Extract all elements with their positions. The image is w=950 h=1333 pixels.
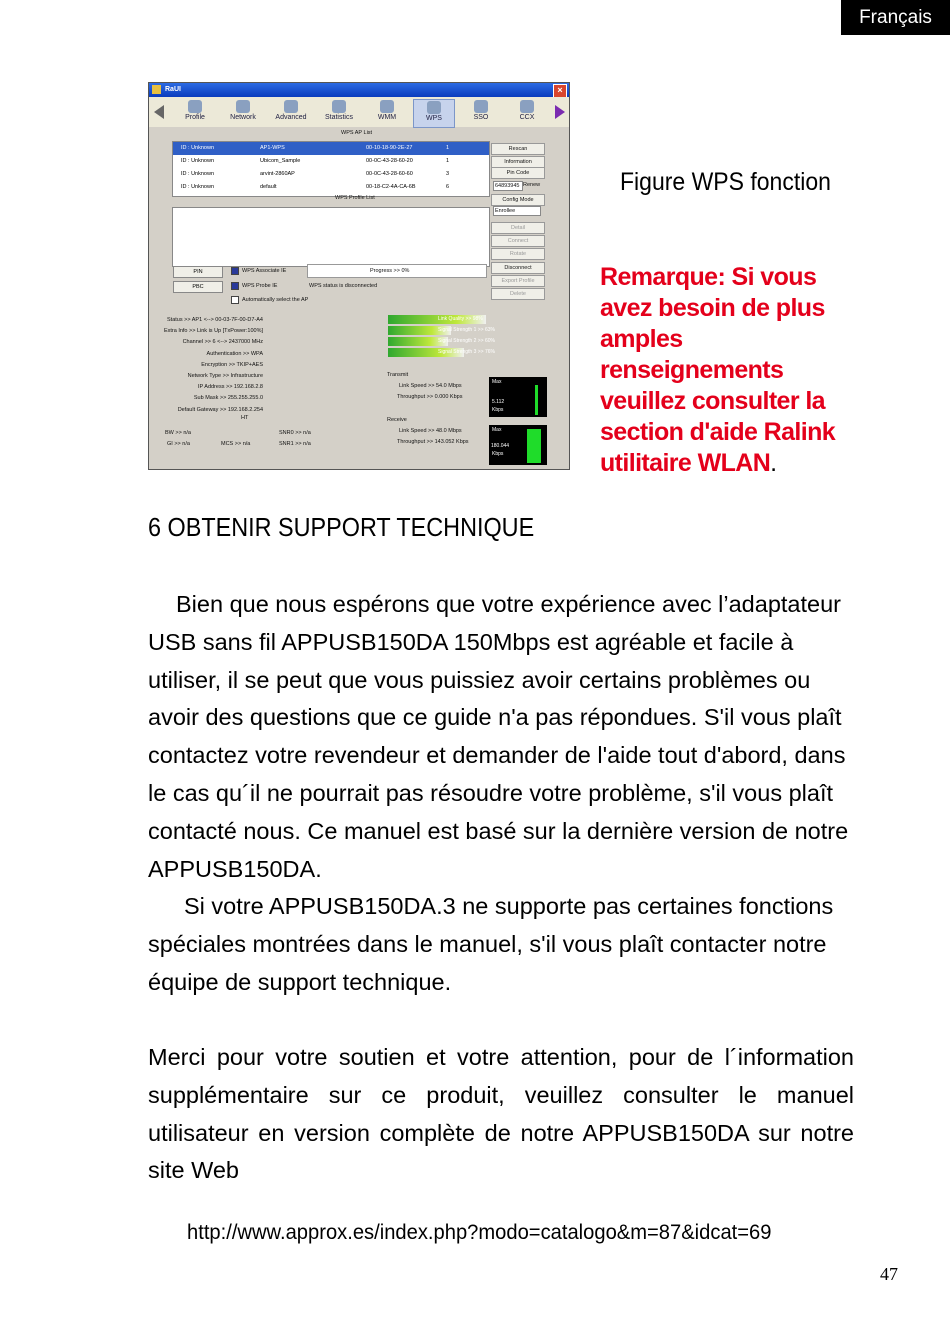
ap-channel: 6 <box>446 184 450 190</box>
graph-trace <box>535 385 538 415</box>
remark-note <box>600 262 862 479</box>
ap-id: ID : Unknown <box>181 145 215 151</box>
graph-trace <box>527 429 541 463</box>
tab-label: Network <box>230 114 256 121</box>
checkbox-label: WPS Associate IE <box>242 268 287 274</box>
status-line: Authentication >> WPA <box>206 350 263 357</box>
mcs-value: MCS >> n/a <box>221 441 251 447</box>
tab-label: Advanced <box>275 114 307 121</box>
ap-mac: 00-0C-43-28-60-20 <box>366 158 413 164</box>
tab-wmm[interactable] <box>367 99 407 126</box>
back-arrow-icon[interactable] <box>154 105 164 119</box>
close-button[interactable]: × <box>553 84 567 98</box>
tab-label: Profile <box>185 114 205 121</box>
wps-associate-ie-checkbox[interactable] <box>231 267 239 275</box>
transmit-label: Transmit <box>387 372 409 378</box>
status-panel <box>159 315 263 416</box>
transmit-graph <box>489 377 547 417</box>
wmm-icon <box>380 100 394 113</box>
sso-icon <box>474 100 488 113</box>
auto-select-ap-checkbox[interactable] <box>231 296 239 304</box>
detail-button[interactable]: Detail <box>491 222 545 234</box>
status-line: Network Type >> Infrastructure <box>187 373 263 380</box>
tab-ccx[interactable] <box>507 99 547 126</box>
paragraph: Merci pour votre soutien et votre attention, pour de l´information supplémentaire sur ce produit, veuillez consulter le manuel utilisateur en version complète de notre APPUSB150DA sur notre site Web <box>148 1044 854 1184</box>
app-titlebar <box>149 83 569 97</box>
language-badge: Français <box>841 0 950 35</box>
link-quality-bar <box>388 315 486 324</box>
bw-value: BW >> n/a <box>165 430 191 436</box>
status-line: IP Address >> 192.168.2.8 <box>197 384 263 391</box>
paragraph: Bien que nous espérons que votre expérience avec l’adaptateur USB sans fil APPUSB150DA 150Mbps est agréable et facile à utiliser, il se peut que vous puissiez avoir certains problèmes ou avoir des questions que ce guide n'a pas répondues. S'il vous plaît contactez votre revendeur et demander de l'aide tout d'abord, dans le cas qu´il ne pourrait pas résoudre votre problème, s'il vous plaît contacté nous. Ce manuel est basé sur la dernière version de notre APPUSB150DA. <box>148 591 849 882</box>
bar-label: Signal Strength 1 >> 63% <box>438 327 495 333</box>
section-heading: 6 OBTENIR SUPPORT TECHNIQUE <box>148 512 535 542</box>
wps-status-text: WPS status is disconnected <box>309 283 378 289</box>
wps-icon <box>427 101 441 114</box>
bar-label: Signal Strength 3 >> 76% <box>438 349 495 355</box>
figure-caption: Figure WPS fonction <box>620 168 831 196</box>
pin-code-button[interactable]: Pin Code <box>491 167 545 179</box>
rescan-button[interactable]: Rescan <box>491 143 545 155</box>
ap-ssid: arvint-2860AP <box>260 171 295 177</box>
config-mode-select[interactable]: Enrollee <box>493 206 541 216</box>
remark-text: Remarque: Si vous avez besoin de plus amples renseignements veuillez consulter la section d'aide Ralink utilitaire WLAN <box>600 263 836 477</box>
export-profile-button[interactable]: Export Profile <box>491 275 545 287</box>
rx-link-speed: Link Speed >> 48.0 Mbps <box>399 428 462 434</box>
ap-mac: 00-18-C2-4A-CA-6B <box>366 184 416 190</box>
signal-strength-3-bar <box>388 348 495 357</box>
rx-throughput: Throughput >> 143.052 Kbps <box>397 439 469 445</box>
remark-period: . <box>770 449 777 477</box>
paragraph: Si votre APPUSB150DA.3 ne supporte pas certaines fonctions spéciales montrées dans le manuel, s'il vous plaît contacter notre équipe de support technique. <box>148 893 834 995</box>
pbc-button[interactable]: PBC <box>173 281 223 293</box>
rotate-button[interactable]: Rotate <box>491 248 545 260</box>
status-line: Default Gateway >> 192.168.2.254 <box>177 406 263 413</box>
bar-label: Signal Strength 2 >> 60% <box>438 338 495 344</box>
ap-row[interactable] <box>173 168 489 181</box>
ap-ssid: Ubicom_Sample <box>260 158 301 164</box>
tab-label: WPS <box>426 115 442 122</box>
disconnect-button[interactable]: Disconnect <box>491 262 545 274</box>
tab-advanced[interactable] <box>271 99 311 126</box>
ap-ssid: AP1-WPS <box>260 145 285 151</box>
tx-link-speed: Link Speed >> 54.0 Mbps <box>399 383 462 389</box>
app-title: RaUI <box>165 86 181 93</box>
delete-button[interactable]: Delete <box>491 288 545 300</box>
tab-label: Statistics <box>324 114 353 121</box>
tx-throughput: Throughput >> 0.000 Kbps <box>397 394 463 400</box>
wps-probe-ie-checkbox[interactable] <box>231 282 239 290</box>
toolbar <box>149 97 569 127</box>
ap-channel: 1 <box>446 145 450 151</box>
ap-row[interactable] <box>173 142 489 155</box>
ap-row[interactable] <box>173 181 489 194</box>
ap-id: ID : Unknown <box>181 171 215 177</box>
tab-label: CCX <box>519 114 535 121</box>
statistics-icon <box>332 100 346 113</box>
signal-strength-2-bar <box>388 337 495 346</box>
progress-box <box>307 264 487 278</box>
ap-ssid: default <box>260 184 277 190</box>
support-url-link[interactable]: http://www.approx.es/index.php?modo=catalogo&m=87&idcat=69 <box>187 1221 772 1244</box>
snr0-value: SNR0 >> n/a <box>279 430 311 436</box>
status-line: Status >> AP1 <--> 00-03-7F-00-D7-A4 <box>167 317 263 323</box>
ap-channel: 3 <box>446 171 450 177</box>
ap-mac: 00-0C-43-28-60-60 <box>366 171 413 177</box>
pin-code-field[interactable]: 64893945 <box>493 181 523 191</box>
ccx-icon <box>520 100 534 113</box>
status-line: Extra Info >> Link is Up [TxPower:100%] <box>163 328 263 335</box>
profile-list-title: WPS Profile List <box>335 195 375 201</box>
wps-screenshot <box>148 82 570 470</box>
network-icon <box>236 100 250 113</box>
ap-list <box>172 141 490 197</box>
tab-wps[interactable] <box>413 99 455 128</box>
ap-row[interactable] <box>173 155 489 168</box>
gi-value: GI >> n/a <box>167 441 190 447</box>
ap-mac: 00-10-18-90-2E-27 <box>366 145 413 151</box>
graph-label: 180.044 <box>491 443 510 449</box>
status-line: Sub Mask >> 255.255.255.0 <box>193 395 263 402</box>
app-icon <box>152 85 161 94</box>
tab-label: WMM <box>377 114 397 121</box>
tab-statistics[interactable] <box>319 99 359 126</box>
ap-id: ID : Unknown <box>181 158 215 164</box>
tab-sso[interactable] <box>461 99 501 126</box>
receive-label: Receive <box>387 417 407 423</box>
connect-button[interactable]: Connect <box>491 235 545 247</box>
renew-button[interactable]: Renew <box>523 182 541 188</box>
graph-label: Kbps <box>492 451 504 457</box>
information-button[interactable]: Information <box>491 156 545 168</box>
ap-id: ID : Unknown <box>181 184 215 190</box>
checkbox-label: Automatically select the AP <box>242 297 309 303</box>
graph-label: Max <box>492 427 502 433</box>
ap-channel: 1 <box>446 158 450 164</box>
progress-text: Progress >> 0% <box>370 268 410 274</box>
bar-label: Link Quality >> 98% <box>438 316 483 322</box>
snr1-value: SNR1 >> n/a <box>279 441 311 447</box>
status-line: Channel >> 6 <--> 2437000 MHz <box>182 339 263 346</box>
signal-strength-1-bar <box>388 326 495 335</box>
ht-label: HT <box>241 415 249 421</box>
tab-profile[interactable] <box>175 99 215 126</box>
graph-label: Max <box>492 379 502 385</box>
wps-profile-list[interactable] <box>172 207 490 267</box>
receive-graph <box>489 425 547 465</box>
page-number: 47 <box>880 1264 898 1284</box>
graph-label: 5.112 <box>492 399 505 405</box>
tab-network[interactable] <box>223 99 263 126</box>
ap-list-title: WPS AP List <box>341 130 373 136</box>
forward-arrow-icon[interactable] <box>555 105 565 119</box>
checkbox-label: WPS Probe IE <box>242 283 278 289</box>
config-mode-label: Config Mode <box>491 194 545 206</box>
status-line: Encryption >> TKIP+AES <box>201 361 263 368</box>
profile-icon <box>188 100 202 113</box>
advanced-icon <box>284 100 298 113</box>
tab-label: SSO <box>473 114 489 121</box>
graph-label: Kbps <box>492 407 504 413</box>
pin-button[interactable]: PIN <box>173 266 223 278</box>
